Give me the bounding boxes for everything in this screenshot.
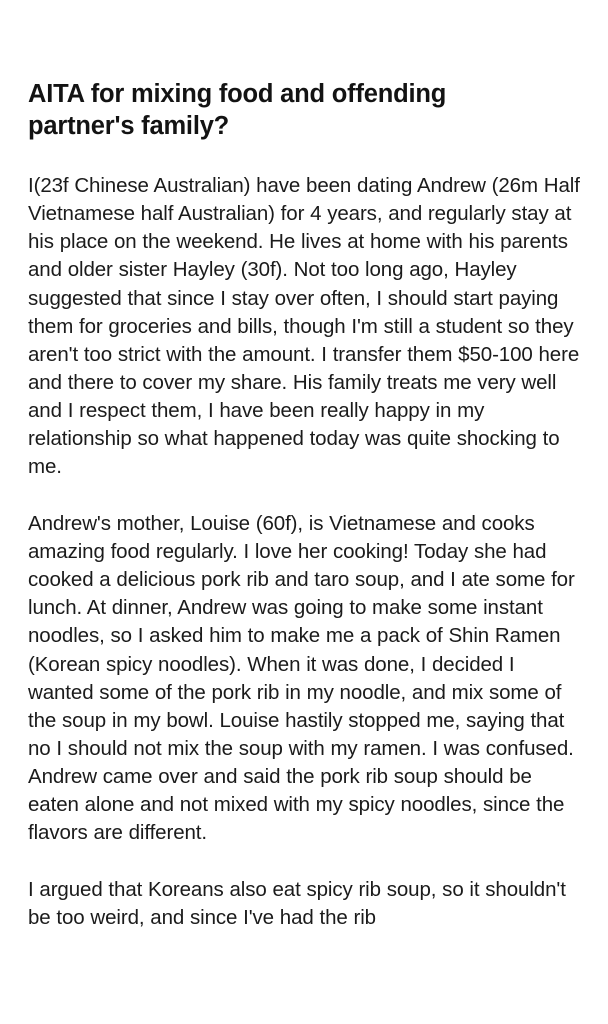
top-spacer (0, 0, 608, 78)
post-paragraph-3: I argued that Koreans also eat spicy rib soup, so it shouldn't be too weird, and since I've had the rib (28, 878, 566, 930)
post-paragraph-1: I(23f Chinese Australian) have been dating Andrew (26m Half Vietnamese half Australian) for 4 years, and regularly stay at his place on the weekend. He lives at home with his parents and older sister Hayley (30f). Not too long ago, Hayley suggested that since I stay over often, I should start paying them for groceries and bills, though I'm still a student so they aren't too strict with the amount. I transfer them $50-100 here and there to cover my share. His family treats me very well and I respect them, I have been really happy in my relationship so what happened today was quite shocking to me. (28, 174, 580, 479)
post-title: AITA for mixing food and offending partner's family? (28, 80, 447, 141)
post-paragraph-2: Andrew's mother, Louise (60f), is Vietnamese and cooks amazing food regularly. I love her cooking! Today she had cooked a delicious pork rib and taro soup, and I ate some for lunch. At dinner, Andrew was going to make some instant noodles, so I asked him to make me a pack of Shin Ramen (Korean spicy noodles). When it was done, I decided I wanted some of the pork rib in my noodle, and mix some of the soup in my bowl. Louise hastily stopped me, saying that no I should not mix the soup with my ramen. I was confused. Andrew came over and said the pork rib soup should be eaten alone and not mixed with my spicy noodles, since the flavors are different. (28, 512, 575, 844)
post-content (0, 78, 608, 932)
